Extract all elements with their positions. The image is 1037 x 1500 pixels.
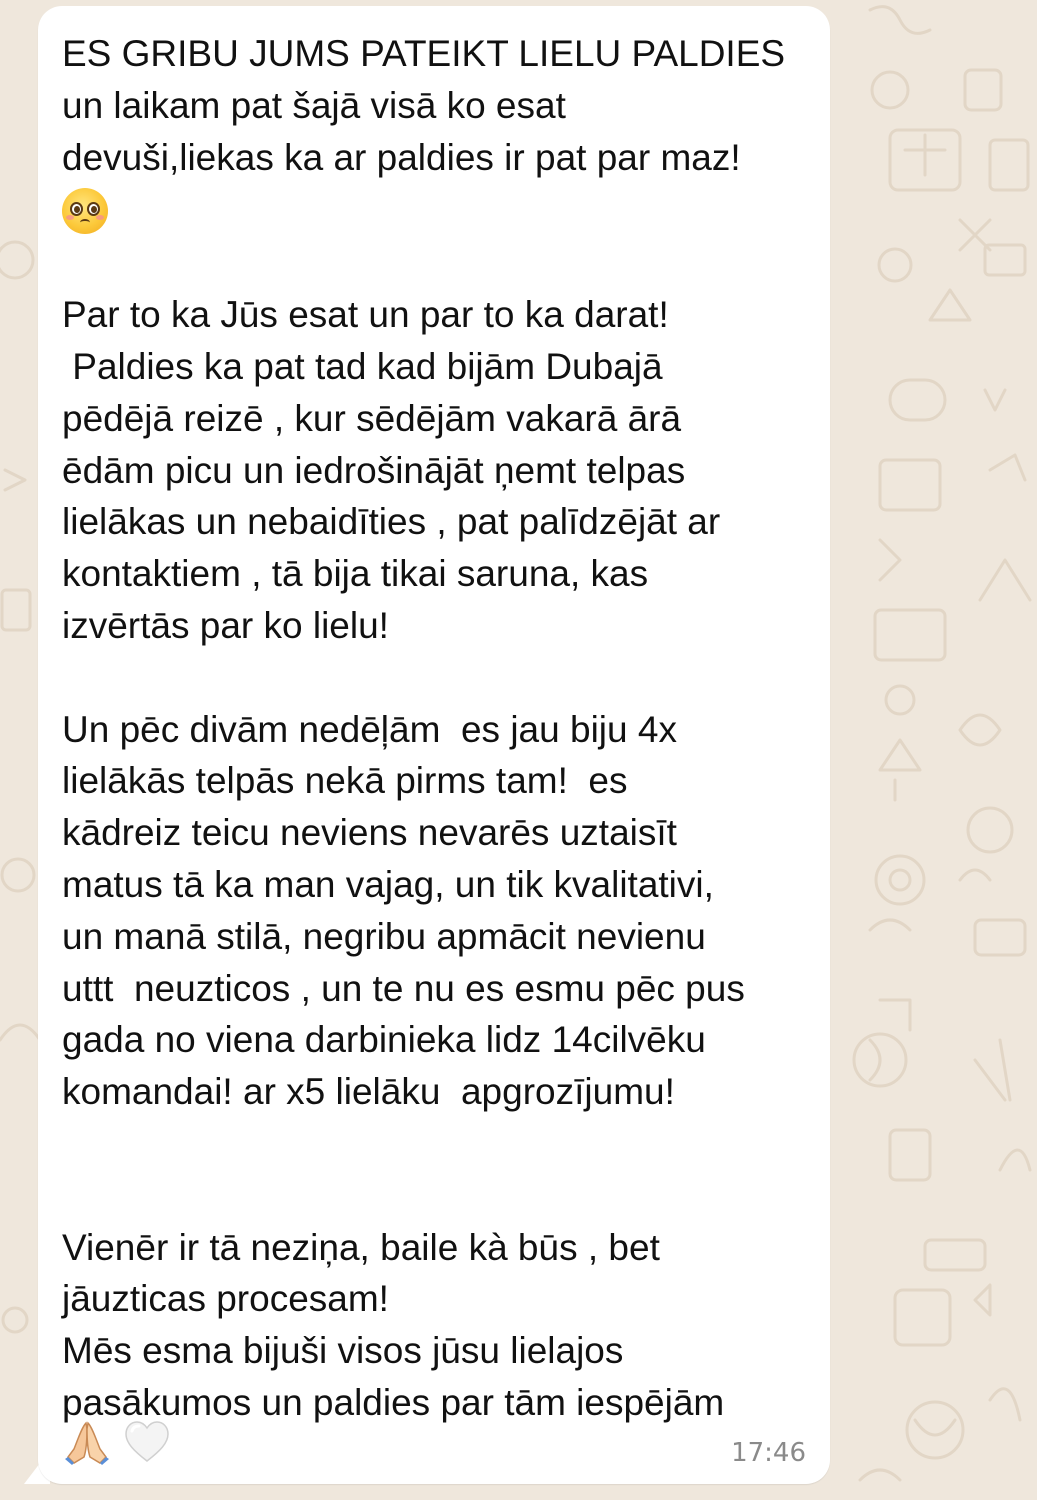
message-line: matus tā ka man vajag, un tik kvalitativi,	[62, 863, 714, 905]
folded-hands-emoji	[62, 1417, 112, 1467]
white-heart-emoji	[122, 1417, 172, 1467]
blank-line	[62, 652, 806, 704]
blank-line	[62, 1170, 806, 1222]
message-line: Paldies ka pat tad kad bijām Dubajā	[62, 345, 663, 387]
message-bubble[interactable]	[38, 6, 830, 1484]
message-line: kontaktiem , tā bija tikai saruna, kas	[62, 553, 649, 595]
message-line: komandai! ar x5 lielāku apgrozījumu!	[62, 1071, 675, 1113]
message-line: jāuzticas procesam!	[62, 1278, 389, 1320]
message-line: ES GRIBU JUMS PATEIKT LIELU PALDIES	[62, 33, 786, 74]
message-line: kādreiz teicu neviens nevarēs uztaisīt	[62, 812, 677, 854]
message-footer	[62, 1414, 806, 1470]
message-line: lielākās telpās nekā pirms tam! es	[62, 760, 628, 802]
pleading-face-emoji	[62, 188, 108, 234]
message-line: pasākumos un paldies par tām iespējām	[62, 1381, 725, 1423]
message-line: Par to ka Jūs esat un par to ka darat!	[62, 294, 669, 336]
message-line: Vienēr ir tā neziņa, baile kà būs , bet	[62, 1226, 660, 1268]
message-line: Un pēc divām nedēļām es jau biju 4x	[62, 708, 677, 750]
message-line: ēdām picu un iedrošinājāt ņemt telpas	[62, 449, 686, 491]
message-line: devuši,liekas ka ar paldies ir pat par maz!	[62, 136, 741, 178]
message-line: pēdējā reizē , kur sēdējām vakarā ārā	[62, 397, 682, 439]
blank-line	[62, 237, 806, 289]
message-line: un laikam pat šajā visā ko esat	[62, 84, 566, 126]
blank-line	[62, 1118, 806, 1170]
message-line: izvērtās par ko lielu!	[62, 604, 389, 646]
message-line: un manā stilā, negribu apmācit nevienu	[62, 915, 706, 957]
message-line: uttt neuzticos , un te nu es esmu pēc pus	[62, 967, 745, 1009]
emoji-row	[62, 183, 806, 237]
message-line: gada no viena darbinieka lidz 14cilvēku	[62, 1019, 706, 1061]
message-line: Mēs esma bijuši visos jūsu lielajos	[62, 1330, 624, 1372]
message-timestamp: 17:46	[731, 1438, 806, 1468]
message-line: lielākas un nebaidīties , pat palīdzējāt ar	[62, 501, 721, 543]
